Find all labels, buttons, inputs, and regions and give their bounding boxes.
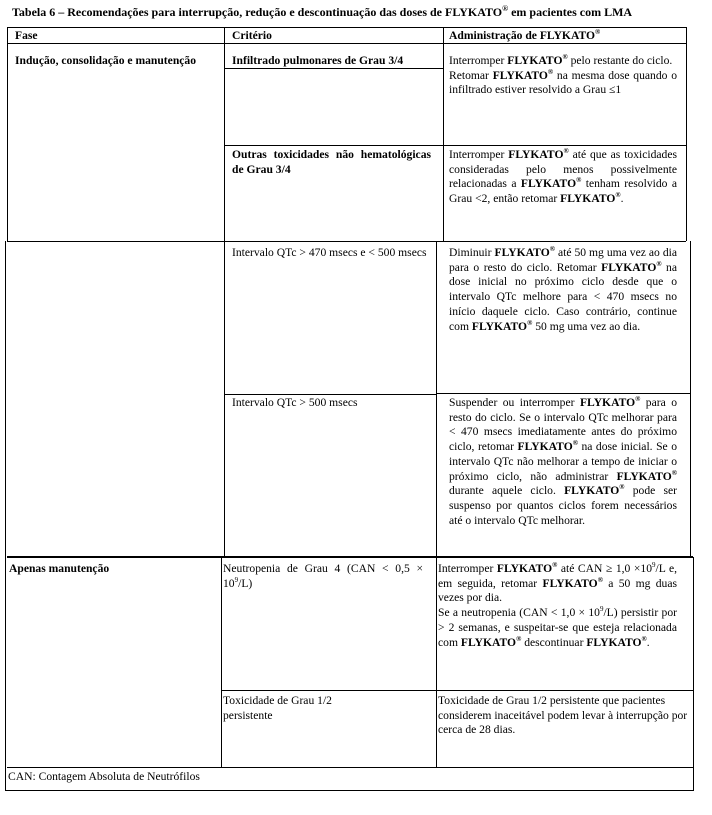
row3-admin-border [436,393,690,394]
table-left-border [7,27,8,241]
footnote-bottom-border [5,790,694,791]
table-title: Tabela 6 – Recomendações para interrupção, redução e descontinuação das doses de FLYKATO® em pacientes com LMA [12,4,633,19]
row6-top-border [221,690,693,691]
header-criterio: Critério [232,29,272,42]
fase-criterio-divider [224,27,225,557]
admin-qtc-470-500: Diminuir FLYKATO® até 50 mg uma vez ao dia para o resto do ciclo. Retomar FLYKATO® na dose inicial no próximo ciclo desde que o intervalo QTc melhore para < 470 msecs no início daquele ciclo. Caso contrário, continue com FLYKATO® 50 mg uma vez ao dia. [449,245,678,333]
row2-bottom-border [7,241,686,242]
criterio-qtc-470-500: Intervalo QTc > 470 msecs e < 500 msecs [232,246,427,259]
fase-criterio-divider-lower [221,557,222,767]
fase-apenas-manutencao: Apenas manutenção [9,562,110,575]
table-right-border-upper [686,27,687,241]
table-bottom-border [7,767,693,768]
admin-neutropenia-grau-4: Interromper FLYKATO® até CAN ≥ $1,0 \times 10^9/L$ e, em seguida, retomar FLYKATO® a 50 mg duas vezes por dia. Se a neutropenia $(CAN < 1,0 \times 10^9/L)$ persistir por > 2 semanas, e suspeitar-se que esteja relacionada com FLYKATO® descontinuar FLYKATO®. [438,561,677,649]
criterio-infiltrado-pulmonar: Infiltrado pulmonares de Grau 3/4 [232,54,404,67]
table-top-border [7,27,686,28]
admin-infiltrado-pulmonar: Interromper FLYKATO® pelo restante do ciclo. Retomar FLYKATO® na mesma dose quando o infiltrado estiver resolvido a Grau ≤1 [449,53,677,97]
admin-toxicidade-grau-1-2: Toxicidade de Grau 1/2 persistente que pacientes considerem inaceitável podem levar à interrupção por cerca de 28 dias. [438,694,688,737]
admin-qtc-500: Suspender ou interromper FLYKATO® para o resto do ciclo. Se o intervalo QTc melhorar para < 470 msecs imediatamente antes do próximo ciclo, retomar FLYKATO® na dose inicial. Se o intervalo QTc não melhorar a tempo de iniciar o próximo ciclo, não administrar FLYKATO® durante aquele ciclo. FLYKATO® pode ser suspenso por quantos ciclos forem necessários até o intervalo QTc melhorar. [449,395,677,527]
row3-criterio-border [224,394,436,395]
header-fase: Fase [15,29,38,42]
table-right-border-lower [693,557,694,790]
row1-bottom-border [224,145,686,146]
header-administracao: Administração de FLYKATO® [449,28,601,42]
fase-inducao-consolidacao-manutencao: Indução, consolidação e manutenção [15,54,197,67]
criterio-toxicidade-grau-1-2: Toxicidade de Grau 1/2 persistente [223,694,332,722]
table-left-border-lower [5,241,6,790]
maintenance-top-border [7,556,693,558]
criterio-neutropenia-grau-4: Neutropenia de Grau 4 $(CAN < 0,5 \times 10^9/L)$ [223,562,423,590]
criterio-admin-divider-lower [436,557,437,767]
footnote-can: CAN: Contagem Absoluta de Neutrófilos [8,770,200,783]
criterio-outras-toxicidades: Outras toxicidades não hematológicas de Grau 3/4 [232,148,431,176]
admin-outras-toxicidades: Interromper FLYKATO® até que as toxicidades consideradas pelo menos possivelmente relacionadas a FLYKATO® tenham resolvido a Grau <2, então retomar FLYKATO®. [449,147,677,206]
criterio-admin-divider-upper [443,27,444,241]
criterio-qtc-500: Intervalo QTc > 500 msecs [232,396,358,409]
criterio-admin-divider-middle [436,241,437,557]
table-right-border-middle [690,241,691,557]
